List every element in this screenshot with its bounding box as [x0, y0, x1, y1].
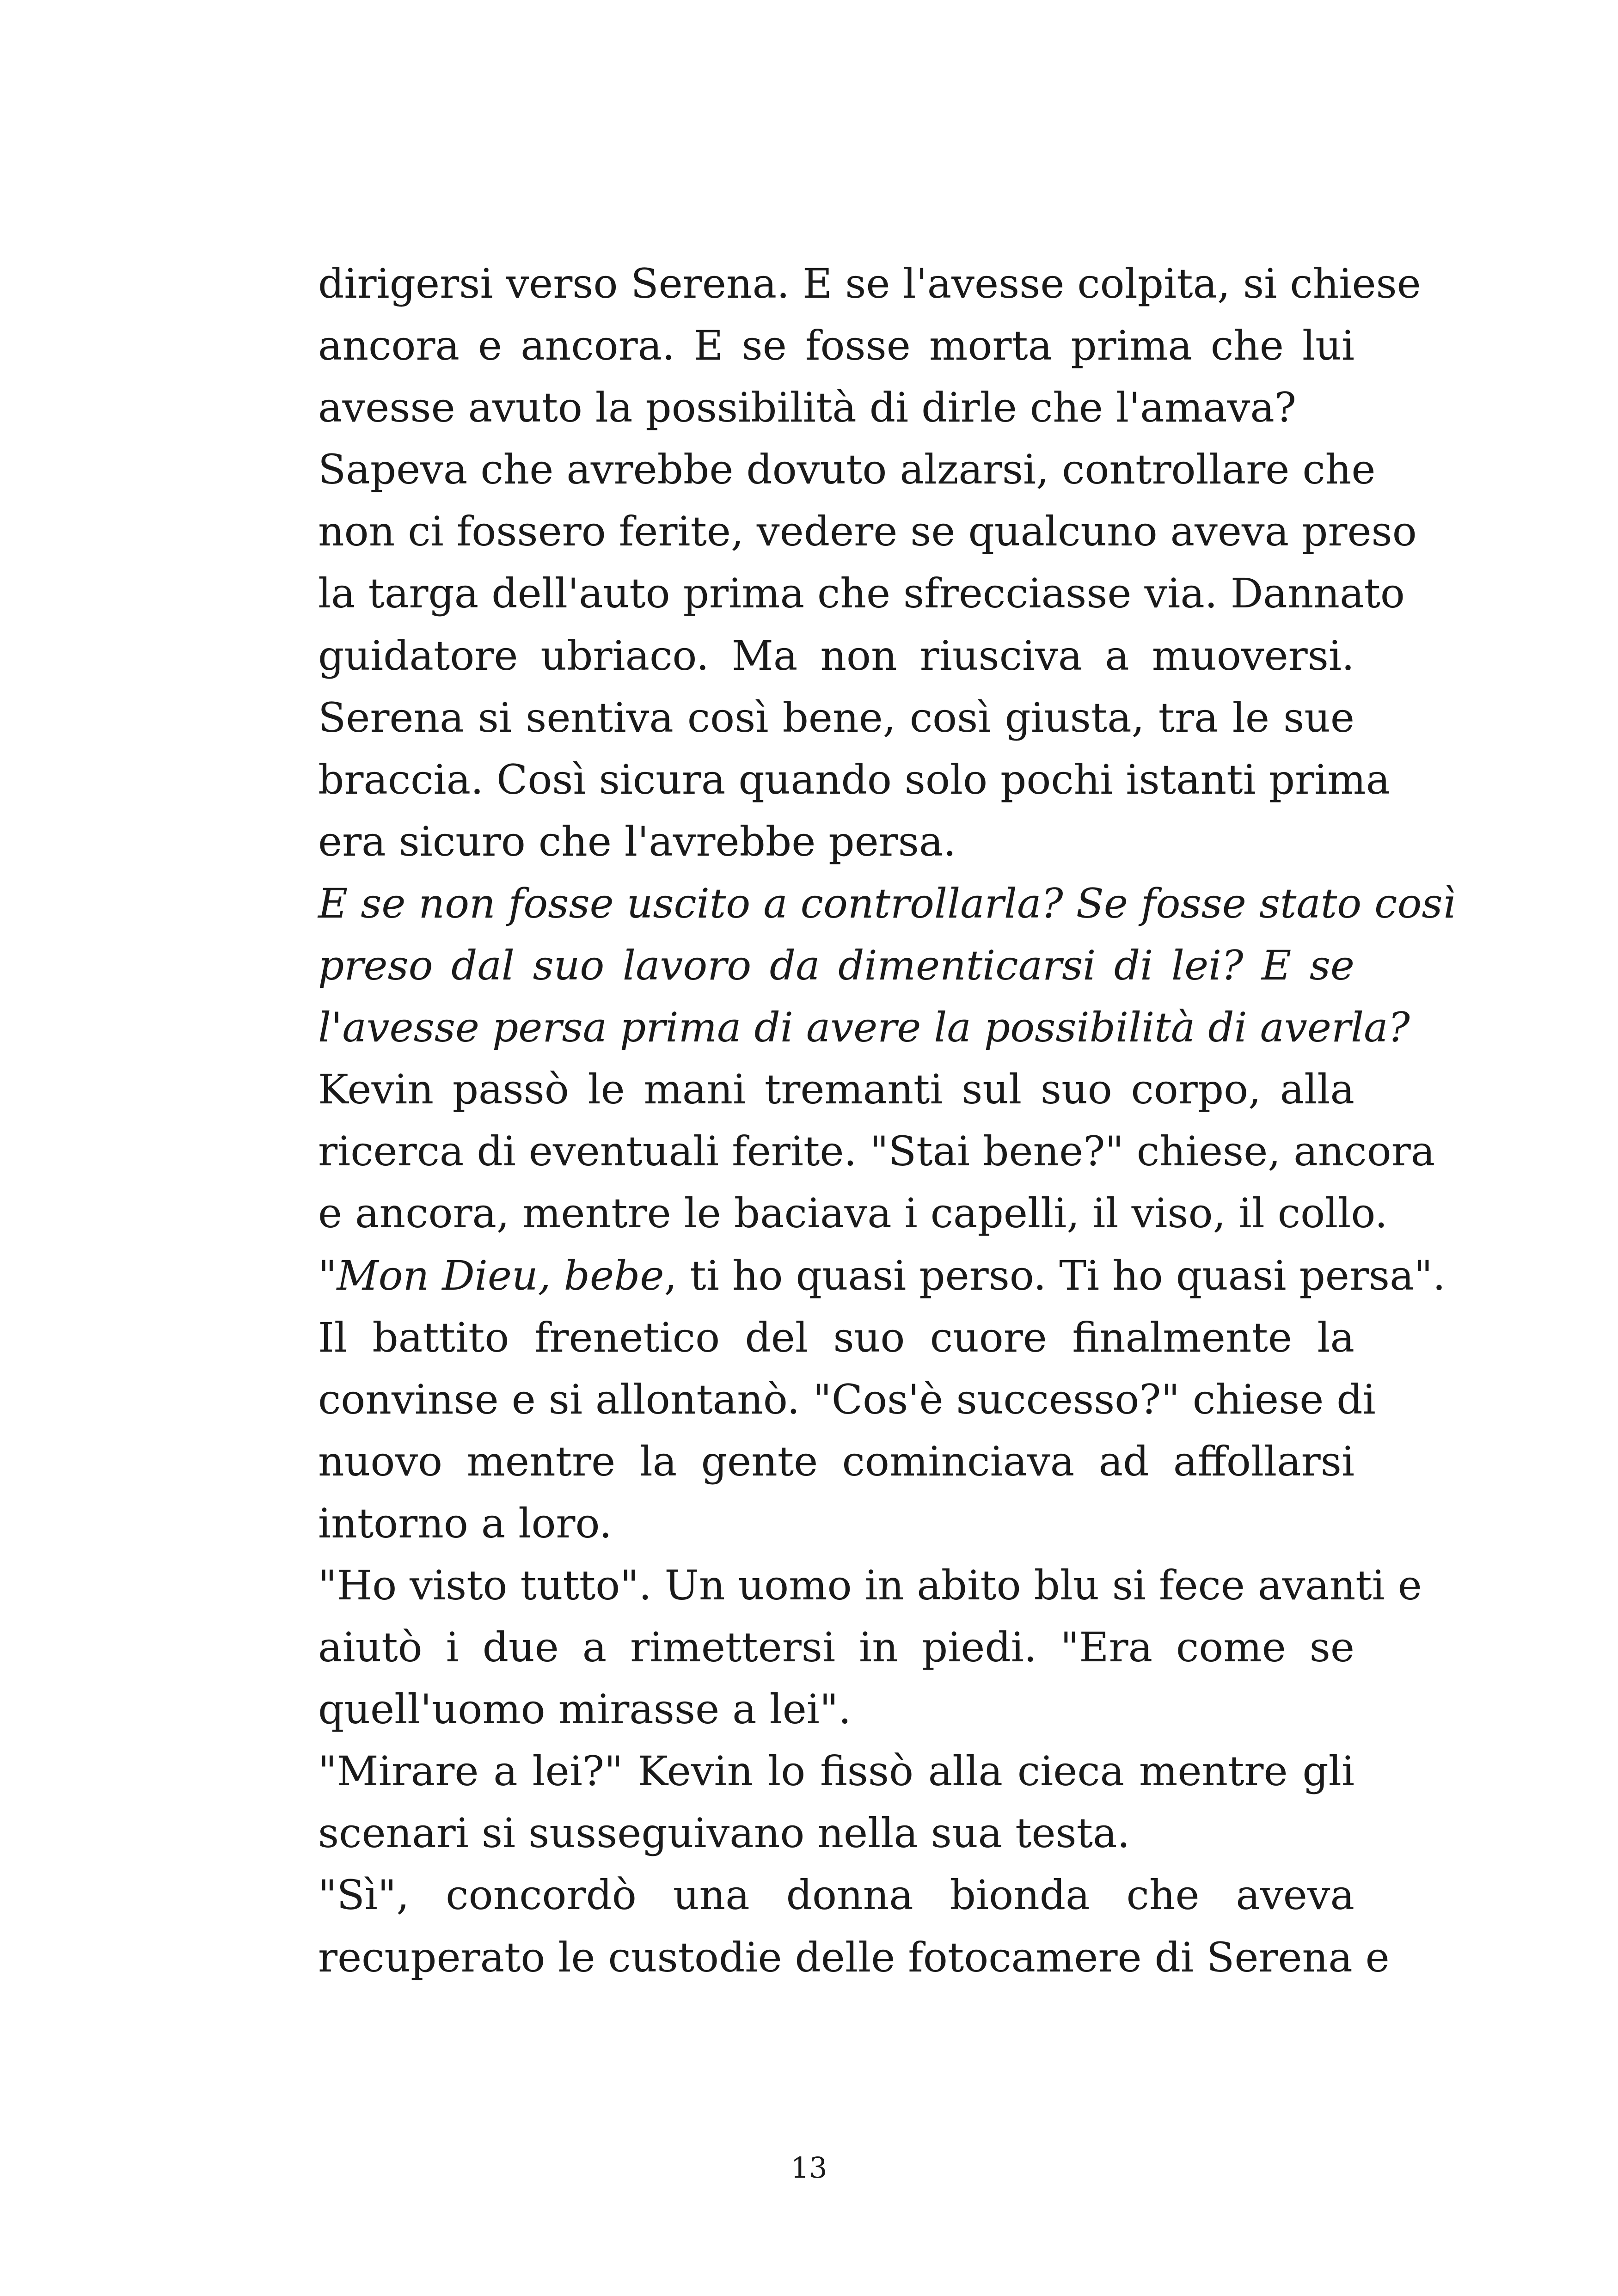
text-line: Serena si sentiva così bene, così giusta, tra le sue: [318, 693, 1354, 741]
text-line: e ancora, mentre le baciava i capelli, il viso, il collo.: [318, 1189, 1388, 1237]
text-line: quell'uomo mirasse a lei".: [318, 1685, 852, 1733]
text-line: "Mirare a lei?" Kevin lo fissò alla cieca mentre gli: [318, 1747, 1354, 1795]
text-line: recuperato le custodie delle fotocamere di Serena e: [318, 1933, 1390, 1981]
text-line: avesse avuto la possibilità di dirle che l'amava?: [318, 384, 1296, 432]
text-line: braccia. Così sicura quando solo pochi istanti prima: [318, 755, 1391, 803]
text-line: dirigersi verso Serena. E se l'avesse colpita, si chiese: [318, 260, 1421, 307]
text-line: Kevin passò le mani tremanti sul suo corpo, alla: [318, 1065, 1354, 1114]
text-line: Il battito frenetico del suo cuore finalmente la: [318, 1313, 1354, 1361]
text-line: intorno a loro.: [318, 1499, 612, 1547]
emphasis-text: Mon Dieu, bebe: [337, 1251, 664, 1299]
text-line-mixed: [318, 1245, 1446, 1307]
text-line: non ci fossero ferite, vedere se qualcuno aveva preso: [318, 508, 1417, 556]
text-line: aiutò i due a rimettersi in piedi. "Era come se: [318, 1623, 1354, 1671]
quote-open: ": [318, 1251, 337, 1299]
text-line: scenari si susseguivano nella sua testa.: [318, 1809, 1130, 1857]
text-line: Sapeva che avrebbe dovuto alzarsi, controllare che: [318, 446, 1376, 494]
text-line: ancora e ancora. E se fosse morta prima che lui: [318, 322, 1354, 370]
body-text: [318, 253, 1456, 1989]
text-line-italic: l'avesse persa prima di avere la possibilità di averla?: [318, 1004, 1410, 1052]
text-line: era sicuro che l'avrebbe persa.: [318, 817, 956, 865]
text-line: ricerca di eventuali ferite. "Stai bene?" chiese, ancora: [318, 1127, 1435, 1176]
text-line-italic: preso dal suo lavoro da dimenticarsi di lei? E se: [318, 942, 1354, 990]
text-line: la targa dell'auto prima che sfrecciasse via. Dannato: [318, 569, 1405, 618]
text-line: "Ho visto tutto". Un uomo in abito blu si fece avanti e: [318, 1561, 1422, 1609]
quote-rest: , ti ho quasi perso. Ti ho quasi persa".: [664, 1251, 1446, 1299]
page-number: 13: [791, 2151, 827, 2185]
text-line: convinse e si allontanò. "Cos'è successo?" chiese di: [318, 1375, 1376, 1423]
text-line: "Sì", concordò una donna bionda che aveva: [318, 1871, 1354, 1919]
text-line: nuovo mentre la gente cominciava ad affollarsi: [318, 1437, 1354, 1485]
text-line: guidatore ubriaco. Ma non riusciva a muoversi.: [318, 631, 1354, 680]
text-line-italic: E se non fosse uscito a controllarla? Se fosse stato così: [318, 879, 1456, 927]
